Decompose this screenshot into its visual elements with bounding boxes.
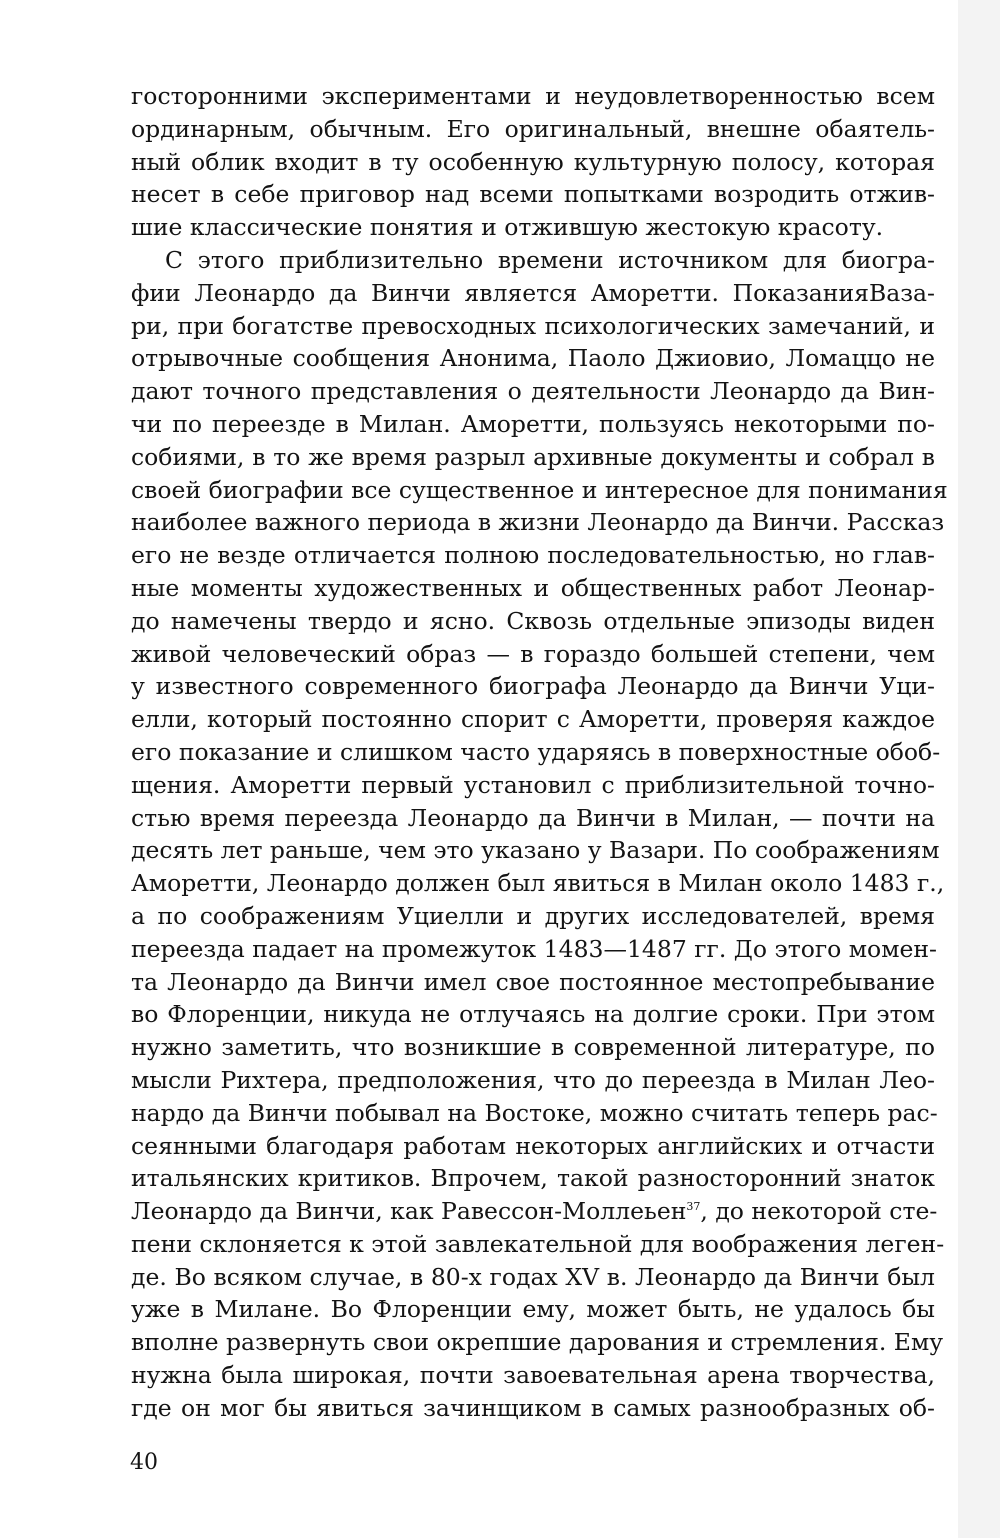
text-line: живой человеческий образ — в гораздо большей степени, чем [131,639,935,668]
text-line: елли, который постоянно спорит с Аморетти, проверяя каждое [131,705,935,734]
text-line: ный облик входит в ту особенную культурную полосу, которая [131,147,935,176]
paragraph-1 [131,80,935,244]
text-line: ри, при богатстве превосходных психологических замечаний, и [131,311,935,340]
text-line: его не везде отличается полною последовательностью, но глав- [131,541,935,570]
text-line: вполне развернуть свои окрепшие дарования и стремления. Ему [131,1328,944,1357]
page-edge-margin [958,0,1000,1538]
text-line: С этого приблизительно времени источником для биогра- [165,245,935,274]
text-line: нардо да Винчи побывал на Востоке, можно считать теперь рас- [131,1098,938,1127]
text-line: до намечены твердо и ясно. Сквозь отдельные эпизоды виден [131,606,935,635]
text-line: а по соображениям Уциелли и других исследователей, время [131,901,935,930]
text-line: его показание и слишком часто ударяясь в поверхностные обоб- [131,737,941,766]
text-line: ординарным, обычным. Его оригинальный, внешне обаятель- [131,114,935,143]
text-line: собиями, в то же время разрыл архивные документы и собрал в [131,442,935,471]
text-line: мысли Рихтера, предположения, что до переезда в Милан Лео- [131,1065,935,1094]
text-fragment: Леонардо да Винчи, как Равессон-Моллеьен [131,1197,687,1226]
text-line: уже в Милане. Во Флоренции ему, может быть, не удалось бы [131,1295,935,1324]
text-line: дают точного представления о деятельности Леонардо да Вин- [131,377,935,406]
text-line: ные моменты художественных и общественных работ Леонар- [131,573,935,602]
text-line: та Леонардо да Винчи имел свое постоянное местопребывание [131,967,935,996]
text-line: во Флоренции, никуда не отлучаясь на долгие сроки. При этом [131,1000,935,1029]
text-line: де. Во всяком случае, в 80-х годах XV в. Леонардо да Винчи был [131,1262,935,1291]
text-fragment: , до некоторой сте- [700,1197,938,1226]
text-line: шие классические понятия и отжившую жестокую красоту. [131,213,884,242]
page-number: 40 [130,1450,158,1475]
text-line: Аморетти, Леонардо должен был явиться в Милан около 1483 г., [131,869,945,898]
text-line: своей биографии все существенное и интересное для понимания [131,475,948,504]
text-line: сеянными благодаря работам некоторых английских и отчасти [131,1131,935,1160]
text-line: нужна была широкая, почти завоевательная арена творчества, [131,1361,935,1390]
text-line: несет в себе приговор над всеми попытками возродить отжив- [131,180,935,209]
body-text [131,80,948,1425]
text-line: наиболее важного периода в жизни Леонардо да Винчи. Рассказ [131,508,945,537]
text-line: пени склоняется к этой завлекательной для воображения леген- [131,1229,945,1258]
text-line: нужно заметить, что возникшие в современной литературе, по [131,1033,935,1062]
text-line: где он мог бы явиться зачинщиком в самых разнообразных об- [131,1393,935,1422]
text-line: стью время переезда Леонардо да Винчи в Милан, — почти на [131,803,935,832]
text-line: отрывочные сообщения Анонима, Паоло Джиовио, Ломаццо не [131,344,935,373]
text-line: переезда падает на промежуток 1483—1487 гг. До этого момен- [131,934,937,963]
footnote-reference[interactable]: 37 [686,1200,701,1214]
text-line: фии Леонардо да Винчи является Аморетти. ПоказанияВаза- [131,278,935,307]
text-line: госторонними экспериментами и неудовлетворенностью всем [131,82,935,110]
text-line: чи по переезде в Милан. Аморетти, пользуясь некоторыми по- [131,409,935,438]
text-line: у известного современного биографа Леонардо да Винчи Уци- [131,672,935,701]
text-line: щения. Аморетти первый установил с приблизительной точно- [131,770,935,799]
text-line-with-footnote [131,1195,938,1228]
text-line: итальянских критиков. Впрочем, такой разносторонний знаток [131,1164,935,1193]
paragraph-2 [131,244,948,1425]
text-line: десять лет раньше, чем это указано у Вазари. По соображениям [131,836,940,865]
